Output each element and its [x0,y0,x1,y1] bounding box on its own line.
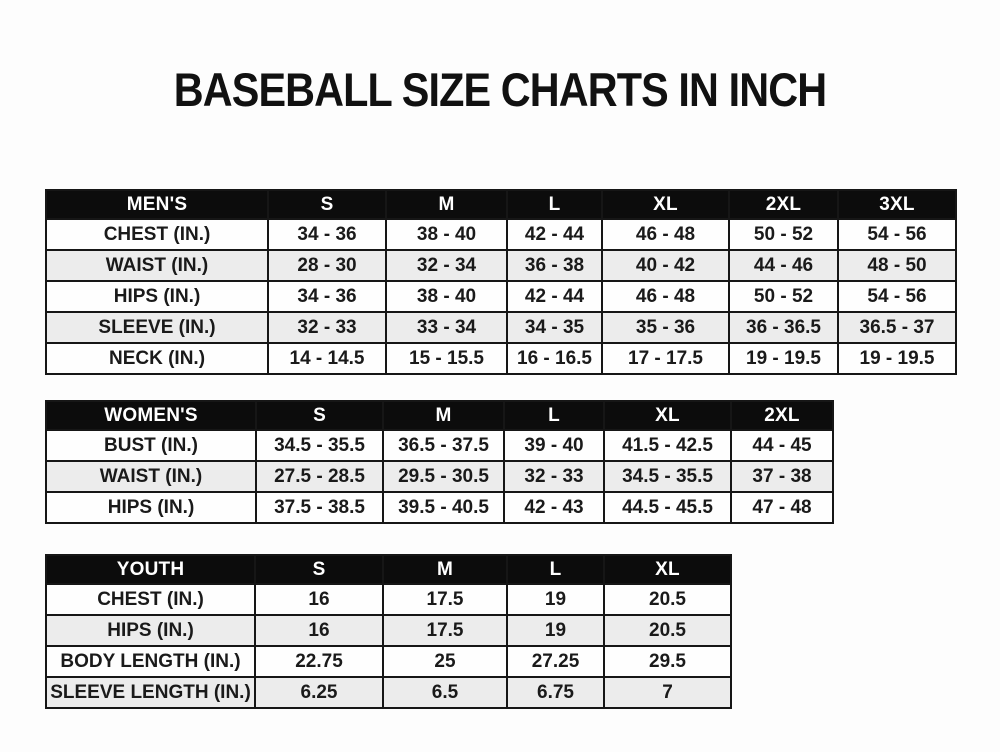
table-row [46,461,833,492]
size-value-cell: 16 [255,615,383,646]
measurement-row-label: NECK (IN.) [46,343,268,374]
table-row [46,343,956,374]
size-value-cell: 19 - 19.5 [838,343,956,374]
size-value-cell: 42 - 44 [507,281,602,312]
measurement-row-label: BUST (IN.) [46,430,256,461]
size-value-cell: 50 - 52 [729,219,838,250]
size-value-cell: 20.5 [604,615,731,646]
size-value-cell: 34.5 - 35.5 [604,461,731,492]
size-value-cell: 48 - 50 [838,250,956,281]
header-row [46,190,956,219]
measurement-row-label: WAIST (IN.) [46,250,268,281]
table-row [46,430,833,461]
size-value-cell: 29.5 [604,646,731,677]
size-column-header: L [507,555,604,584]
header-row [46,401,833,430]
womens-table-body [46,430,833,523]
size-value-cell: 14 - 14.5 [268,343,386,374]
size-value-cell: 17 - 17.5 [602,343,729,374]
size-column-header: M [383,555,507,584]
size-column-header: L [507,190,602,219]
size-value-cell: 28 - 30 [268,250,386,281]
size-column-header: M [383,401,504,430]
size-value-cell: 50 - 52 [729,281,838,312]
womens-size-table-section [45,400,834,524]
size-value-cell: 32 - 34 [386,250,507,281]
womens-table-header [46,401,833,430]
size-value-cell: 54 - 56 [838,219,956,250]
measurement-row-label: WAIST (IN.) [46,461,256,492]
page-title: BASEBALL SIZE CHARTS IN INCH [173,63,827,116]
table-row [46,219,956,250]
measurement-row-label: SLEEVE (IN.) [46,312,268,343]
size-value-cell: 36.5 - 37 [838,312,956,343]
table-row [46,312,956,343]
size-column-header: 2XL [731,401,833,430]
mens-size-table [45,189,957,375]
size-value-cell: 34 - 36 [268,281,386,312]
header-row [46,555,731,584]
size-value-cell: 19 [507,615,604,646]
size-value-cell: 37.5 - 38.5 [256,492,383,523]
table-row [46,492,833,523]
size-column-header: 2XL [729,190,838,219]
youth-table-body [46,584,731,708]
size-value-cell: 29.5 - 30.5 [383,461,504,492]
size-value-cell: 42 - 43 [504,492,604,523]
size-value-cell: 44.5 - 45.5 [604,492,731,523]
size-column-header: XL [602,190,729,219]
measurement-row-label: BODY LENGTH (IN.) [46,646,255,677]
measurement-row-label: SLEEVE LENGTH (IN.) [46,677,255,708]
size-value-cell: 38 - 40 [386,281,507,312]
youth-table-header [46,555,731,584]
size-value-cell: 37 - 38 [731,461,833,492]
size-value-cell: 44 - 46 [729,250,838,281]
size-value-cell: 40 - 42 [602,250,729,281]
table-row [46,677,731,708]
mens-table-header [46,190,956,219]
size-value-cell: 41.5 - 42.5 [604,430,731,461]
size-value-cell: 33 - 34 [386,312,507,343]
size-value-cell: 46 - 48 [602,281,729,312]
table-row [46,615,731,646]
size-value-cell: 32 - 33 [504,461,604,492]
size-value-cell: 36 - 36.5 [729,312,838,343]
womens-group-label: WOMEN'S [46,401,256,430]
table-row [46,584,731,615]
size-value-cell: 7 [604,677,731,708]
size-value-cell: 6.25 [255,677,383,708]
womens-size-table [45,400,834,524]
size-value-cell: 36.5 - 37.5 [383,430,504,461]
size-value-cell: 19 [507,584,604,615]
size-column-header: XL [604,555,731,584]
size-value-cell: 27.25 [507,646,604,677]
size-value-cell: 6.75 [507,677,604,708]
size-value-cell: 39 - 40 [504,430,604,461]
measurement-row-label: HIPS (IN.) [46,615,255,646]
mens-size-table-section [45,189,957,375]
size-value-cell: 42 - 44 [507,219,602,250]
size-column-header: S [255,555,383,584]
size-column-header: L [504,401,604,430]
size-value-cell: 16 - 16.5 [507,343,602,374]
size-value-cell: 20.5 [604,584,731,615]
youth-group-label: YOUTH [46,555,255,584]
size-column-header: S [268,190,386,219]
size-value-cell: 15 - 15.5 [386,343,507,374]
table-row [46,646,731,677]
measurement-row-label: HIPS (IN.) [46,492,256,523]
measurement-row-label: HIPS (IN.) [46,281,268,312]
size-value-cell: 39.5 - 40.5 [383,492,504,523]
size-column-header: XL [604,401,731,430]
size-value-cell: 17.5 [383,615,507,646]
size-value-cell: 22.75 [255,646,383,677]
size-value-cell: 34 - 36 [268,219,386,250]
youth-size-table-section [45,554,732,709]
size-value-cell: 38 - 40 [386,219,507,250]
size-value-cell: 19 - 19.5 [729,343,838,374]
table-row [46,281,956,312]
size-value-cell: 32 - 33 [268,312,386,343]
size-value-cell: 34.5 - 35.5 [256,430,383,461]
size-value-cell: 54 - 56 [838,281,956,312]
size-value-cell: 44 - 45 [731,430,833,461]
measurement-row-label: CHEST (IN.) [46,219,268,250]
size-value-cell: 35 - 36 [602,312,729,343]
table-row [46,250,956,281]
size-column-header: M [386,190,507,219]
youth-size-table [45,554,732,709]
size-value-cell: 36 - 38 [507,250,602,281]
size-value-cell: 17.5 [383,584,507,615]
size-value-cell: 6.5 [383,677,507,708]
size-value-cell: 34 - 35 [507,312,602,343]
size-value-cell: 25 [383,646,507,677]
size-value-cell: 16 [255,584,383,615]
size-column-header: 3XL [838,190,956,219]
size-value-cell: 27.5 - 28.5 [256,461,383,492]
size-column-header: S [256,401,383,430]
measurement-row-label: CHEST (IN.) [46,584,255,615]
size-value-cell: 47 - 48 [731,492,833,523]
mens-table-body [46,219,956,374]
size-value-cell: 46 - 48 [602,219,729,250]
mens-group-label: MEN'S [46,190,268,219]
